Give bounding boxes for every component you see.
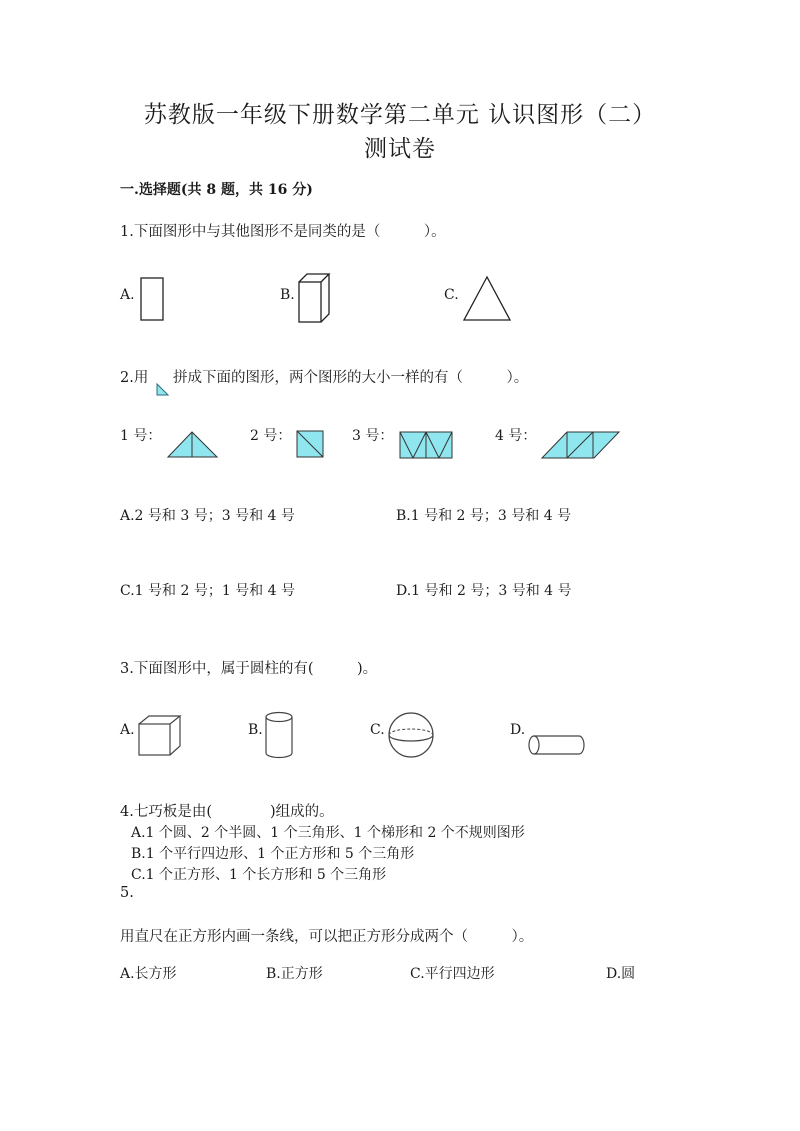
figure-4-label: 4 号： [495, 428, 537, 444]
cylinder-figure [263, 711, 297, 761]
q1-option-b-label[interactable]: B. [280, 287, 295, 303]
figure-1-label: 1 号： [120, 428, 162, 444]
q5-option-d[interactable]: D.圆 [606, 966, 636, 982]
q3-option-c-label[interactable]: C. [370, 722, 385, 738]
q3-option-b-label[interactable]: B. [248, 722, 263, 738]
small-triangle-icon [156, 383, 170, 397]
question-4-text: 4.七巧板是由( )组成的。 [120, 804, 334, 820]
page-subtitle: 测试卷 [364, 136, 436, 162]
figure-1-shape [166, 430, 222, 460]
cube-figure [136, 714, 184, 758]
q4-option-c[interactable]: C.1 个正方形、1 个长方形和 5 个三角形 [131, 867, 387, 883]
q4-option-b[interactable]: B.1 个平行四边形、1 个正方形和 5 个三角形 [131, 846, 415, 862]
question-5-number: 5. [120, 885, 134, 901]
figure-3-shape [398, 430, 454, 460]
section-header: 一.选择题(共 8 题，共 16 分) [120, 182, 313, 198]
figure-2-label: 2 号： [250, 428, 292, 444]
triangle-figure [460, 274, 516, 324]
sphere-figure [386, 710, 438, 762]
question-1-text: 1.下面图形中与其他图形不是同类的是（ ）。 [120, 224, 446, 240]
q4-option-a[interactable]: A.1 个圆、2 个半圆、1 个三角形、1 个梯形和 2 个不规则图形 [131, 825, 525, 841]
question-2-text-start: 2.用 [120, 370, 149, 386]
q5-option-a[interactable]: A.长方形 [120, 966, 177, 982]
cuboid-figure [295, 272, 335, 326]
figure-3-label: 3 号： [352, 428, 394, 444]
q5-option-b[interactable]: B.正方形 [266, 966, 323, 982]
q1-option-c-label[interactable]: C. [444, 287, 459, 303]
q1-option-a-label[interactable]: A. [120, 287, 135, 303]
figure-2-shape [296, 430, 326, 460]
q5-option-c[interactable]: C.平行四边形 [410, 966, 495, 982]
question-5-text: 用直尺在正方形内画一条线，可以把正方形分成两个（ ）。 [120, 929, 534, 945]
q2-option-b[interactable]: B.1 号和 2 号；3 号和 4 号 [396, 508, 572, 524]
q3-option-a-label[interactable]: A. [120, 722, 135, 738]
q2-option-a[interactable]: A.2 号和 3 号；3 号和 4 号 [120, 508, 295, 524]
q3-option-d-label[interactable]: D. [510, 722, 526, 738]
page-title: 苏教版一年级下册数学第二单元 认识图形（二） [143, 102, 657, 128]
rectangle-figure [138, 276, 168, 324]
question-3-text: 3.下面图形中，属于圆柱的有( )。 [120, 661, 378, 677]
figure-4-shape [540, 430, 622, 460]
q2-option-d[interactable]: D.1 号和 2 号；3 号和 4 号 [396, 583, 572, 599]
horizontal-cylinder-figure [526, 733, 588, 759]
q2-option-c[interactable]: C.1 号和 2 号；1 号和 4 号 [120, 583, 295, 599]
question-2-text-end: 拼成下面的图形，两个图形的大小一样的有（ ）。 [173, 370, 529, 386]
